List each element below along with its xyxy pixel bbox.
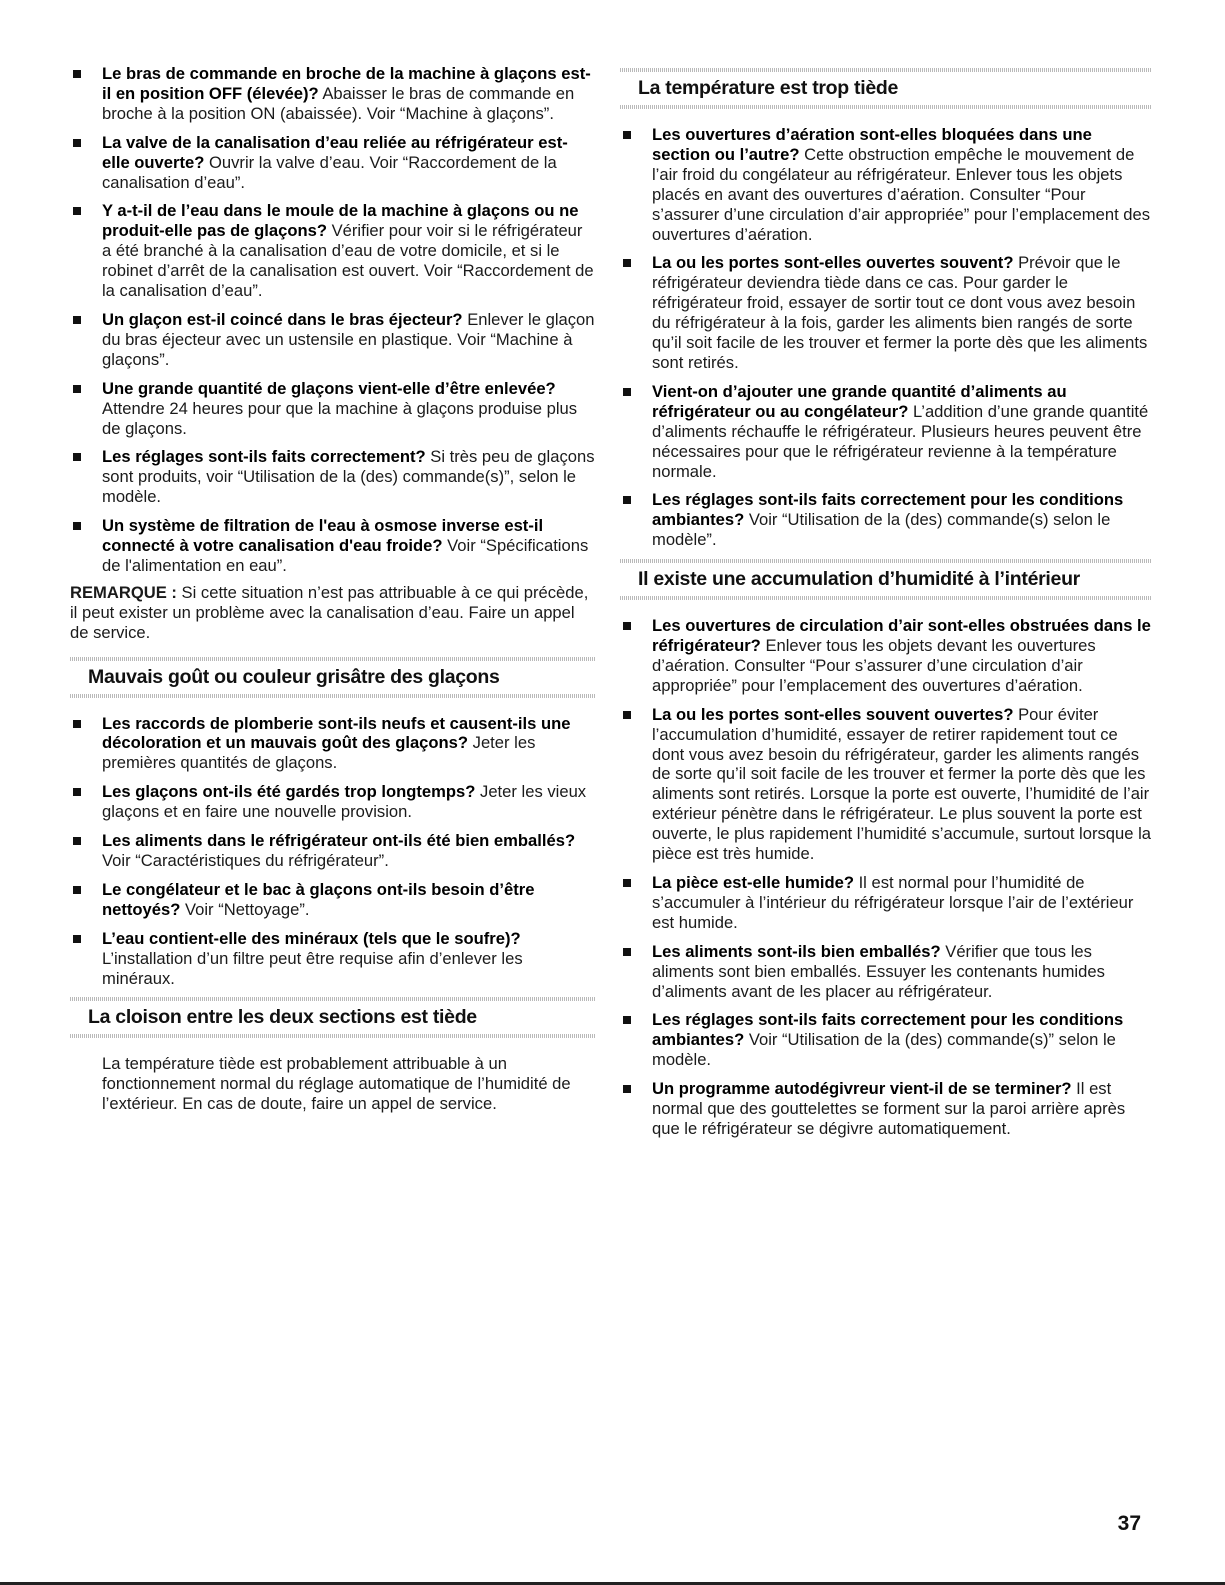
answer-text: Voir “Spécifications de l'alimentation en eau”. [102, 536, 589, 575]
list-item [70, 379, 595, 439]
question-text: Les glaçons ont-ils été gardés trop longtemps? [102, 782, 476, 802]
answer-text: Vérifier que tous les aliments sont bien emballés. Essuyer les contenants humides d’aliments avant de les placer au réfrigérateur. [652, 941, 1105, 1001]
question-text: La pièce est-elle humide? [652, 873, 854, 892]
list-item [70, 929, 595, 989]
answer-text: Prévoir que le réfrigérateur deviendra tiède dans ce cas. Pour garder le réfrigérateur froid, essayer de sortir tout ce dont vous avez besoin du réfrigérateur à la fois, garder les aliments bien rangés de sorte qu’il soit facile de les trouver et fermer la porte dès que les aliments sont retirés. [652, 253, 1148, 372]
question-text: Les réglages sont-ils faits correctement pour les conditions ambiantes? [652, 490, 1124, 530]
answer-text: Il est normal que des gouttelettes se forment sur la paroi arrière après que le réfrigérateur se dégivre automatiquement. [652, 1079, 1126, 1138]
question-text: Les ouvertures de circulation d’air sont-elles obstruées dans le réfrigérateur? [652, 616, 1151, 656]
square-bullet-icon [73, 886, 81, 894]
question-text: Les ouvertures d’aération sont-elles bloquées dans une section ou l’autre? [652, 125, 1092, 164]
square-bullet-icon [623, 1085, 631, 1093]
answer-text: Voir “Utilisation de la (des) commande(s)” selon le modèle. [652, 1030, 1116, 1070]
square-bullet-icon [73, 935, 81, 943]
question-text: Vient-on d’ajouter une grande quantité d’aliments au réfrigérateur ou au congélateur? [652, 381, 1067, 421]
square-bullet-icon [73, 385, 81, 393]
question-text: Les réglages sont-ils faits correctement? [102, 447, 426, 467]
question-text: La ou les portes sont-elles souvent ouvertes? [652, 704, 1014, 724]
square-bullet-icon [73, 70, 81, 78]
answer-text: Attendre 24 heures pour que la machine à glaçons produise plus de glaçons. [102, 398, 578, 438]
answer-text: Jeter les premières quantités de glaçons. [102, 733, 536, 773]
question-text: Les aliments dans le réfrigérateur ont-ils été bien emballés? [102, 831, 576, 851]
question-text: L’eau contient-elle des minéraux (tels que le soufre)? [102, 928, 521, 948]
square-bullet-icon [73, 720, 81, 728]
section-heading-warm: La température est trop tiède [620, 68, 1152, 109]
square-bullet-icon [73, 453, 81, 461]
answer-text: Voir “Nettoyage”. [180, 899, 310, 919]
divider-paragraph: La température tiède est probablement attribuable à un fonctionnement normal du réglage automatique de l’humidité de l’extérieur. En cas de doute, faire un appel de service. [102, 1054, 571, 1114]
list-item [70, 516, 595, 576]
section-heading-divider: La cloison entre les deux sections est tiède [70, 997, 595, 1038]
answer-text: Voir “Caractéristiques du réfrigérateur”. [102, 851, 389, 870]
warm-checklist [620, 125, 1152, 550]
answer-text: Enlever tous les objets devant les ouvertures d’aération. Consulter “Pour s’assurer d’une circulation d’air appropriée” pour l’emplacement des ouvertures d’aération. [652, 636, 1096, 695]
list-item [70, 64, 595, 124]
list-item [70, 880, 595, 920]
list-item [620, 616, 1152, 696]
list-item [70, 782, 595, 822]
list-item [70, 447, 595, 507]
square-bullet-icon [623, 622, 631, 630]
square-bullet-icon [623, 948, 631, 956]
note-label: REMARQUE : [70, 582, 177, 602]
question-text: Les aliments sont-ils bien emballés? [652, 941, 941, 961]
answer-text: Voir “Utilisation de la (des) commande(s) selon le modèle”. [652, 510, 1111, 550]
list-item [70, 201, 595, 301]
answer-text: Cette obstruction empêche le mouvement de l’air froid du congélateur au réfrigérateur. Enlever tous les objets placés en avant des ouvertures d’aération. Consulter “Pour s’assurer d’une circulation d’air appropriée” pour l’emplacement des ouvertures d’aération. [652, 144, 1151, 244]
square-bullet-icon [73, 207, 81, 215]
question-text: Un programme autodégivreur vient-il de se terminer? [652, 1079, 1072, 1099]
list-item [70, 714, 595, 774]
list-item [70, 133, 595, 193]
answer-text: Abaisser le bras de commande en broche à la position ON (abaissée). Voir “Machine à glaçons”. [102, 83, 575, 123]
list-item [620, 490, 1152, 550]
question-text: Le bras de commande en broche de la machine à glaçons est-il en position OFF (élevée)? [102, 64, 591, 103]
list-item [620, 125, 1152, 244]
list-item [70, 310, 595, 370]
question-text: La valve de la canalisation d’eau reliée au réfrigérateur est-elle ouverte? [102, 132, 568, 172]
list-item [620, 705, 1152, 864]
square-bullet-icon [623, 879, 631, 887]
square-bullet-icon [623, 496, 631, 504]
section-heading-humidity: Il existe une accumulation d’humidité à l’intérieur [620, 559, 1152, 600]
question-text: Le congélateur et le bac à glaçons ont-ils besoin d’être nettoyés? [102, 879, 535, 919]
note [70, 583, 595, 643]
question-text: Une grande quantité de glaçons vient-elle d’être enlevée? [102, 378, 556, 398]
list-item [620, 382, 1152, 482]
answer-text: Si très peu de glaçons sont produits, voir “Utilisation de la (des) commande(s)”, selon le modèle. [102, 447, 595, 507]
square-bullet-icon [623, 131, 631, 139]
list-item [620, 873, 1152, 933]
list-item [620, 1079, 1152, 1139]
question-text: Les raccords de plomberie sont-ils neufs et causent-ils une décoloration et un mauvais goût des glaçons? [102, 713, 571, 753]
answer-text: Enlever le glaçon du bras éjecteur avec un ustensile en plastique. Voir “Machine à glaçons”. [102, 309, 595, 369]
question-text: Un glaçon est-il coincé dans le bras éjecteur? [102, 309, 463, 329]
question-text: La ou les portes sont-elles ouvertes souvent? [652, 253, 1014, 273]
page-number: 37 [1117, 1512, 1141, 1535]
square-bullet-icon [73, 139, 81, 147]
question-text: Y a-t-il de l’eau dans le moule de la machine à glaçons ou ne produit-elle pas de glaçons? [102, 201, 579, 241]
answer-text: Ouvrir la valve d’eau. Voir “Raccordement de la canalisation d’eau”. [102, 152, 557, 192]
section-heading-taste: Mauvais goût ou couleur grisâtre des glaçons [70, 657, 595, 698]
list-item [70, 831, 595, 871]
list-item [620, 1010, 1152, 1070]
question-text: Les réglages sont-ils faits correctement pour les conditions ambiantes? [652, 1010, 1124, 1050]
left-column [70, 64, 595, 1114]
square-bullet-icon [73, 837, 81, 845]
answer-text: Il est normal pour l’humidité de s’accumuler à l’intérieur du réfrigérateur lorsque l’air de l’extérieur est humide. [652, 873, 1134, 932]
square-bullet-icon [73, 522, 81, 530]
square-bullet-icon [73, 316, 81, 324]
square-bullet-icon [623, 1016, 631, 1024]
right-column [620, 64, 1152, 1148]
square-bullet-icon [73, 788, 81, 796]
answer-text: Vérifier pour voir si le réfrigérateur a été branché à la canalisation d’eau de votre domicile, et si le robinet d’arrêt de la canalisation est ouvert. Voir “Raccordement de la canalisation d’eau”. [102, 221, 594, 301]
list-item [620, 942, 1152, 1002]
answer-text: L’installation d’un filtre peut être requise afin d’enlever les minéraux. [102, 948, 523, 988]
answer-text: Pour éviter l’accumulation d’humidité, essayer de retirer rapidement tout ce dont vous avez besoin du réfrigérateur, garder les aliments rangés de sorte qu’il soit facile de les trouver et fermer la porte dès que les aliments sont retirés. Lorsque la porte est ouverte, l’humidité de l’air extérieur pénètre dans le réfrigérateur. Le plus souvent la porte est ouverte, le plus rapidement l’humidité s’accumule, surtout lorsque la pièce est très humide. [652, 704, 1151, 864]
answer-text: L’addition d’une grande quantité d’aliments réchauffe le réfrigérateur. Plusieurs heures peuvent être nécessaires pour que le réfrigérateur revienne à la température normale. [652, 401, 1149, 481]
square-bullet-icon [623, 259, 631, 267]
square-bullet-icon [623, 388, 631, 396]
humidity-checklist [620, 616, 1152, 1139]
list-item [620, 253, 1152, 372]
answer-text: Jeter les vieux glaçons et en faire une nouvelle provision. [102, 782, 587, 822]
note-text: Si cette situation n’est pas attribuable à ce qui précède, il peut exister un problème avec la canalisation d’eau. Faire un appel de service. [70, 582, 589, 642]
question-text: Un système de filtration de l'eau à osmose inverse est-il connecté à votre canalisation d'eau froide? [102, 516, 544, 556]
square-bullet-icon [623, 711, 631, 719]
icemaker-checklist [70, 64, 595, 576]
taste-checklist [70, 714, 595, 989]
